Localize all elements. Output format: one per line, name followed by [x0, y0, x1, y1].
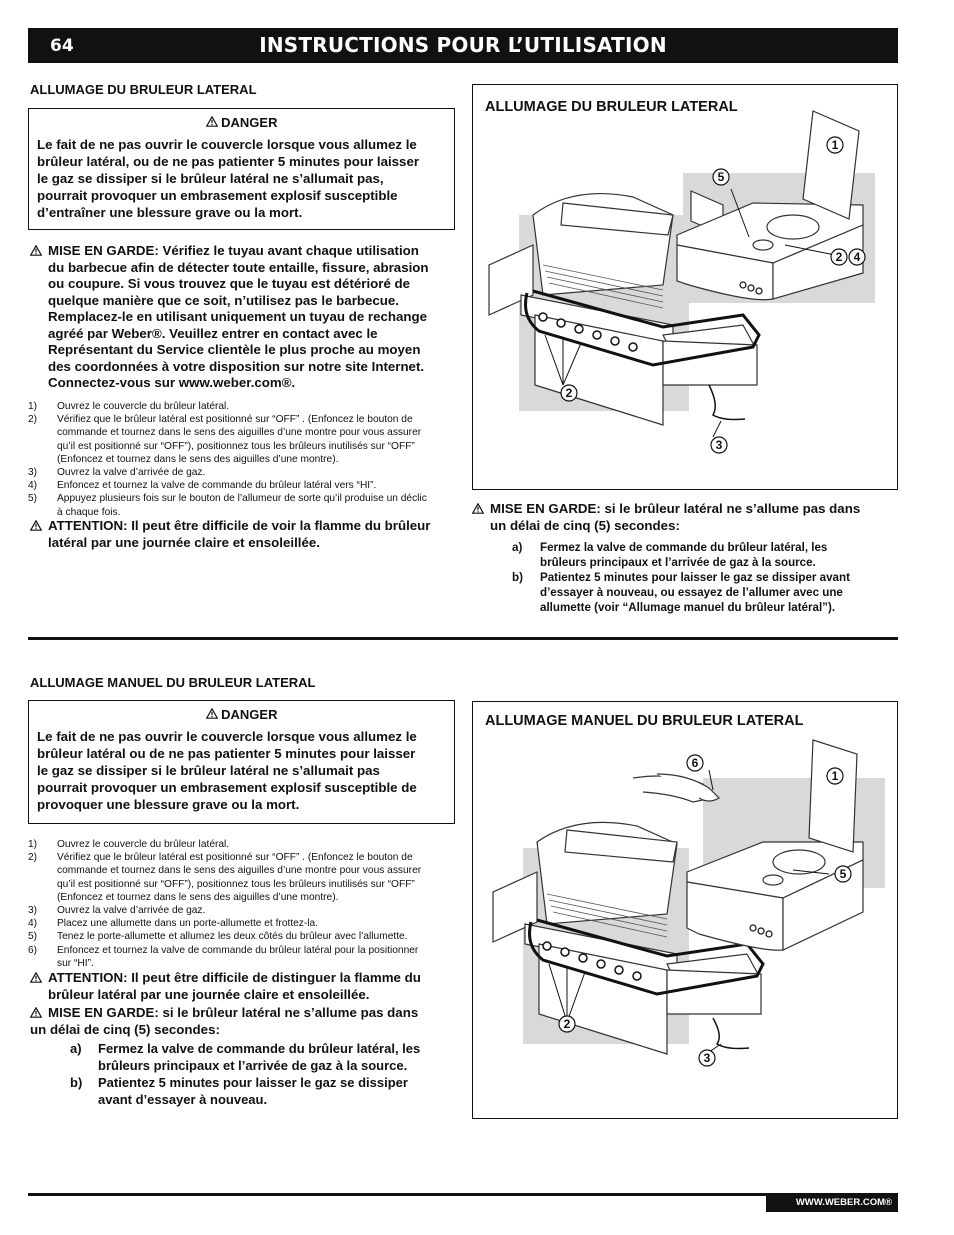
danger-box: [28, 108, 455, 230]
text-line: Représentant du Service clientèle le plus proche au moyen: [48, 342, 421, 357]
danger-box: [28, 700, 455, 824]
figure-manual-side-burner-lighting: [472, 701, 898, 1119]
text-line: brûleur latéral, ou de ne pas patienter 5 minutes pour laisser: [37, 154, 420, 169]
text-line: pourrait provoquer un embrasement explosif susceptible de: [37, 780, 417, 795]
warning-triangle-icon: [472, 503, 484, 514]
page-header: [28, 28, 898, 63]
text-line: ATTENTION: Il peut être difficile de voir la flamme du brûleur: [48, 518, 431, 533]
page-title: INSTRUCTIONS POUR L’UTILISATION: [259, 33, 667, 57]
text-line: latéral par une journée claire et ensoleillée.: [48, 534, 320, 550]
text-line: Le fait de ne pas ouvrir le couvercle lorsque vous allumez le: [37, 729, 417, 744]
figure-title: ALLUMAGE MANUEL DU BRULEUR LATERAL: [485, 713, 804, 729]
attention-block: [30, 518, 460, 551]
callout-5: 5: [717, 170, 725, 184]
warning-triangle-icon: [30, 1007, 42, 1018]
text-line: ATTENTION: Il peut être difficile de distinguer la flamme du: [48, 970, 421, 985]
text-line: d’entraîner une blessure grave ou la mort.: [37, 205, 303, 220]
warning-triangle-icon: [30, 972, 42, 983]
warning-triangle-icon: [30, 520, 42, 531]
page-number: 64: [50, 36, 74, 56]
warning-list: [70, 1040, 460, 1108]
text-line: provoquer une blessure grave ou la mort.: [37, 797, 300, 812]
grill-illustration: [473, 85, 897, 489]
list-item: 5) Tenez le porte-allumette et allumez les deux côtés du brûleur avec l’allumette.: [28, 931, 408, 943]
section-title: ALLUMAGE MANUEL DU BRULEUR LATERAL: [30, 675, 316, 690]
list-item: 4) Placez une allumette dans un porte-allumette et frottez-la.: [28, 918, 319, 930]
danger-heading: [37, 707, 446, 722]
callout-2: 2: [835, 250, 843, 264]
danger-text: [37, 136, 446, 221]
text-line: le gaz se dissiper si le brûleur latéral ne s’allumait pas,: [37, 171, 384, 186]
section-divider: [28, 637, 898, 640]
text-line: Remplacez-le en utilisant uniquement un tuyau de rechange: [48, 309, 428, 324]
list-item: 6) Enfoncez et tournez la valve de commande du brûleur latéral pour la positionner sur “HI”.: [28, 944, 419, 969]
list-item: 2) Vérifiez que le brûleur latéral est positionné sur “OFF” . (Enfoncez le bouton de commande et tournez dans le sens des aiguilles d’une montre pour vous assurer qu’il est positionné sur “OFF”), positionnez tous les brûleurs inutilisés sur “OFF” (Enfoncez et tournez dans le sens des aiguilles d’une montre).: [28, 852, 422, 903]
callout-3: 3: [715, 438, 723, 452]
text-line: ou coupure. Si vous trouvez que le tuyau est détérioré de: [48, 276, 411, 291]
text-line: Connectez-vous sur www.weber.com®.: [48, 375, 296, 390]
text-line: agréé par Weber®. Veuillez entrer en contact avec le: [48, 325, 378, 341]
figure-warning-list: [512, 540, 892, 615]
text-line: brûleur latéral ou de ne pas patienter 5 minutes pour laisser: [37, 746, 416, 761]
text-line: du barbecue afin de détecter toute entaille, fissure, abrasion: [48, 259, 429, 275]
figure-side-burner-lighting: [472, 84, 898, 490]
list-item: a) Fermez la valve de commande du brûleur latéral, les brûleurs principaux et l’arrivée de gaz à la source.: [70, 1041, 421, 1073]
attention-block: [30, 970, 460, 1003]
danger-heading-text: DANGER: [221, 707, 278, 722]
footer-url: WWW.WEBER.COM®: [766, 1193, 898, 1212]
list-item: a) Fermez la valve de commande du brûleur latéral, les brûleurs principaux et l’arrivée de gaz à la source.: [512, 541, 828, 569]
grill-illustration: [473, 702, 897, 1118]
list-item: 1) Ouvrez le couvercle du brûleur latéral.: [28, 839, 230, 850]
warning-block: [30, 243, 460, 392]
text-line: quelque manière que ce soit, n’utilisez pas le barbecue.: [48, 292, 399, 308]
list-item: 2) Vérifiez que le brûleur latéral est positionné sur “OFF” . (Enfoncez le bouton de commande et tournez dans le sens des aiguilles d’une montre pour vous assurer qu’il est positionné sur “OFF”), positionnez tous les brûleurs inutilisés sur “OFF” (Enfoncez et tournez dans le sens des aiguilles d’une montre).: [28, 414, 422, 465]
text-line: MISE EN GARDE: Vérifiez le tuyau avant chaque utilisation: [48, 243, 419, 258]
callout-2: 2: [563, 1017, 571, 1031]
steps-list: [28, 838, 458, 970]
callout-6: 6: [691, 756, 699, 770]
text-line: un délai de cinq (5) secondes:: [30, 1021, 220, 1037]
steps-list: [28, 400, 458, 519]
figure-title: ALLUMAGE DU BRULEUR LATERAL: [485, 99, 738, 115]
list-item: b) Patientez 5 minutes pour laisser le gaz se dissiper avant d’essayer à nouveau, ou essayez de l’allumer avec une allumette (voir “Allumage manuel du brûleur latéral”).: [512, 571, 850, 614]
list-item: 5) Appuyez plusieurs fois sur le bouton de l’allumeur de sorte qu’il produise un déclic à chaque fois.: [28, 493, 427, 518]
section-title: ALLUMAGE DU BRULEUR LATERAL: [30, 82, 257, 97]
callout-4: 4: [853, 250, 861, 264]
danger-heading: [37, 115, 446, 130]
list-item: b) Patientez 5 minutes pour laisser le gaz se dissiper avant d’essayer à nouveau.: [70, 1075, 408, 1107]
danger-heading-text: DANGER: [221, 115, 278, 130]
warning-block: [30, 1005, 460, 1038]
callout-1: 1: [831, 138, 839, 152]
list-item: 3) Ouvrez la valve d’arrivée de gaz.: [28, 905, 206, 917]
list-item: 1) Ouvrez le couvercle du brûleur latéral.: [28, 401, 230, 412]
text-line: pourrait provoquer un embrasement explosif susceptible: [37, 188, 398, 203]
warning-triangle-icon: [30, 245, 42, 256]
callout-1: 1: [831, 769, 839, 783]
callout-2: 2: [565, 386, 573, 400]
list-item: 4) Enfoncez et tournez la valve de commande du brûleur latéral vers “HI”.: [28, 480, 377, 492]
text-line: le gaz se dissiper si le brûleur latéral ne s’allumait pas: [37, 763, 380, 778]
text-line: brûleur latéral par une journée claire et ensoleillée.: [48, 986, 370, 1002]
text-line: des coordonnées à votre disposition sur notre site Internet.: [48, 358, 425, 374]
text-line: un délai de cinq (5) secondes:: [490, 517, 680, 533]
list-item: 3) Ouvrez la valve d’arrivée de gaz.: [28, 467, 206, 479]
warning-triangle-icon: [206, 708, 218, 719]
warning-triangle-icon: [206, 116, 218, 127]
danger-text: [37, 728, 446, 813]
text-line: Le fait de ne pas ouvrir le couvercle lorsque vous allumez le: [37, 137, 417, 152]
figure-warning-block: [472, 501, 898, 534]
text-line: MISE EN GARDE: si le brûleur latéral ne s’allume pas dans: [490, 501, 861, 516]
callout-3: 3: [703, 1051, 711, 1065]
callout-5: 5: [839, 867, 847, 881]
text-line: MISE EN GARDE: si le brûleur latéral ne s’allume pas dans: [48, 1005, 419, 1020]
